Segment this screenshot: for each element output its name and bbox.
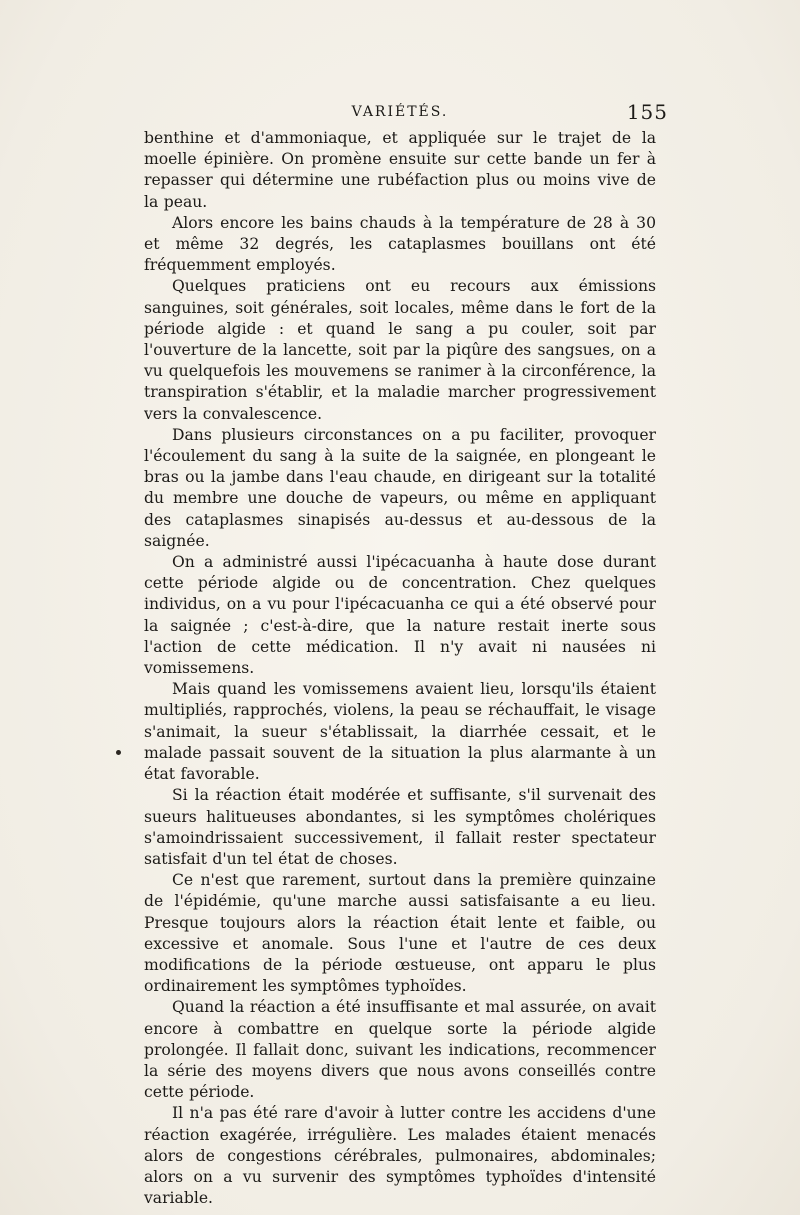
paragraph: Il n'a pas été rare d'avoir à lutter contre les accidens d'une réaction exagérée, irrégulière. Les malades étaient menacés alors de congestions cérébrales, pulmonaires, abdominales; alors on a vu survenir des symptômes typhoïdes d'intensité variable. — [144, 1104, 656, 1208]
paragraph: On a administré aussi l'ipécacuanha à haute dose durant cette période algide ou de concentration. Chez quelques individus, on a vu pour l'ipécacuanha ce qui a été observé pour la saignée ; c'est-à-dire, que la nature restait inerte sous l'action de cette médication. Il n'y avait ni nausées ni vomissemens. — [144, 553, 656, 678]
body-text — [144, 128, 656, 1209]
paragraph: Dans plusieurs circonstances on a pu faciliter, provoquer l'écoulement du sang à la suite de la saignée, en plongeant le bras ou la jambe dans l'eau chaude, en dirigeant sur la totalité du membre une douche de vapeurs, ou même en appliquant des cataplasmes sinapisés au-dessus et au-dessous de la saignée. — [144, 425, 656, 550]
paragraph: Mais quand les vomissemens avaient lieu, lorsqu'ils étaient multipliés, rapprochés, violens, la peau se réchauffait, le visage s'animait, la sueur s'établissait, la diarrhée cessait, et le malade passait souvent de la situation la plus alarmante à un état favorable. — [144, 680, 656, 784]
running-title: VARIÉTÉS. — [351, 104, 449, 120]
page-number: 155 — [626, 100, 668, 124]
page-header — [140, 100, 668, 126]
paragraph: Si la réaction était modérée et suffisante, s'il survenait des sueurs halitueuses abondantes, si les symptômes cholériques s'amoindrissaient successivement, il fallait rester spectateur satisfait d'un tel état de choses. — [144, 786, 656, 868]
marginal-dot-mark — [116, 750, 121, 755]
paragraph: Ce n'est que rarement, surtout dans la première quinzaine de l'épidémie, qu'une marche aussi satisfaisante a eu lieu. Presque toujours alors la réaction était lente et faible, ou excessive et anomale. Sous l'une et l'autre de ces deux modifications de la période œstueuse, ont apparu le plus ordinairement les symptômes typhoïdes. — [144, 871, 656, 996]
paragraph: Alors encore les bains chauds à la température de 28 à 30 et même 32 degrés, les cataplasmes bouillans ont été fréquemment employés. — [144, 213, 656, 275]
paragraph: Quand la réaction a été insuffisante et mal assurée, on avait encore à combattre en quelque sorte la période algide prolongée. Il fallait donc, suivant les indications, recommencer la série des moyens divers que nous avons conseillés contre cette période. — [144, 998, 656, 1102]
paragraph: Quelques praticiens ont eu recours aux émissions sanguines, soit générales, soit locales, même dans le fort de la période algide : et quand le sang a pu couler, soit par l'ouverture de la lancette, soit par la piqûre des sangsues, on a vu quelquefois les mouvemens se ranimer à la circonférence, la transpiration s'établir, et la maladie marcher progressivement vers la convalescence. — [144, 277, 656, 423]
paragraph-continuation: benthine et d'ammoniaque, et appliquée sur le trajet de la moelle épinière. On promène ensuite sur cette bande un fer à repasser qui détermine une rubéfaction plus ou moins vive de la peau. — [144, 129, 656, 211]
